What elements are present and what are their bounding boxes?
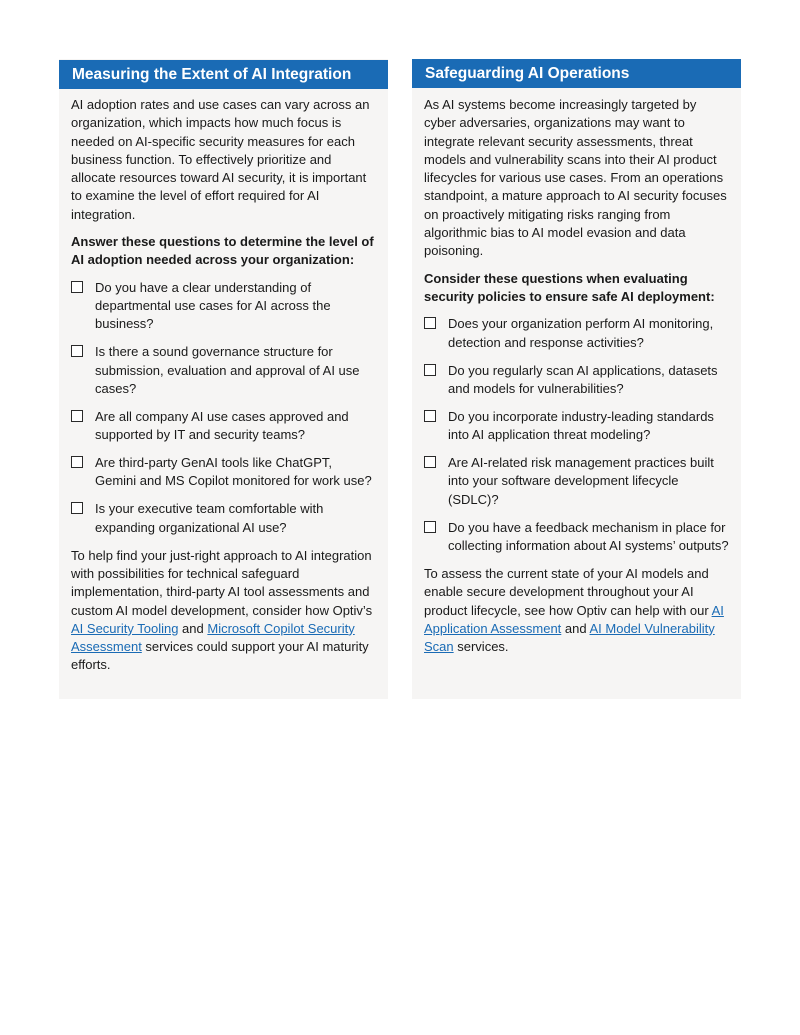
- checkbox-icon[interactable]: [71, 281, 83, 293]
- ai-security-tooling-link[interactable]: AI Security Tooling: [71, 620, 179, 636]
- checklist-item: [424, 315, 729, 352]
- checklist-item-text: Are third-party GenAI tools like ChatGPT, Gemini and MS Copilot monitored for work use?: [95, 455, 372, 489]
- checklist-item-text: Do you have a feedback mechanism in place for collecting information about AI systems’ outputs?: [448, 519, 729, 553]
- ai-operations-intro: As AI systems become increasingly targeted by cyber adversaries, organizations may want to integrate relevant security assessments, threat models and vulnerability scans into their AI product lifecycles for various use cases. From an operations standpoint, a mature approach to AI security focuses on proactively mitigating risks ranging from algorithmic bias to AI model evasion and data poisoning.: [424, 97, 727, 259]
- checklist-item-text: Does your organization perform AI monitoring, detection and response activities?: [448, 316, 714, 350]
- checkbox-icon[interactable]: [424, 317, 436, 329]
- ai-operations-outro: To assess the current state of your AI models and enable secure development throughout your AI product lifecycle, see how Optiv can help with our AI Application Assessment and AI Model Vulnerability Scan services.: [424, 565, 724, 655]
- checklist-item-text: Is there a sound governance structure for submission, evaluation and approval of AI use cases?: [95, 344, 360, 396]
- ai-integration-outro: To help find your just-right approach to AI integration with possibilities for technical safeguard implementation, third-party AI tool assessments and custom AI model development, consider how Optiv’s AI Security Tooling and Microsoft Copilot Security Assessment services could support your AI maturity efforts.: [71, 547, 373, 673]
- checklist-item: [71, 279, 376, 334]
- ai-integration-checklist: [71, 279, 376, 537]
- checklist-item: [424, 362, 729, 399]
- checkbox-icon[interactable]: [71, 410, 83, 422]
- copilot-security-assessment-link[interactable]: Microsoft Copilot Security Assessment: [71, 620, 355, 655]
- checklist-item-text: Are AI-related risk management practices built into your software development lifecycle (SDLC)?: [448, 455, 714, 507]
- checklist-item: [71, 408, 376, 445]
- checkbox-icon[interactable]: [71, 345, 83, 357]
- ai-integration-prompt: Answer these questions to determine the level of AI adoption needed across your organization:: [71, 234, 374, 268]
- ai-operations-heading: Safeguarding AI Operations: [412, 59, 741, 88]
- checkbox-icon[interactable]: [424, 521, 436, 533]
- checkbox-icon[interactable]: [424, 364, 436, 376]
- checkbox-icon[interactable]: [71, 502, 83, 514]
- ai-model-vulnerability-scan-link[interactable]: AI Model Vulnerability Scan: [424, 620, 715, 655]
- checklist-item-text: Is your executive team comfortable with expanding organizational AI use?: [95, 501, 324, 535]
- ai-operations-prompt: Consider these questions when evaluating security policies to ensure safe AI deployment:: [424, 270, 715, 304]
- ai-operations-checklist: [424, 315, 729, 555]
- ai-integration-card: [59, 59, 388, 699]
- checklist-item: [424, 454, 729, 509]
- checklist-item-text: Do you incorporate industry-leading standards into AI application threat modeling?: [448, 408, 714, 443]
- ai-integration-intro: AI adoption rates and use cases can vary across an organization, which impacts how much focus is needed on AI-specific security measures for each business function. To effectively prioritize and allocate resources toward AI security, it is important to examine the level of effort required for AI integration.: [71, 97, 370, 222]
- checklist-item-text: Do you have a clear understanding of departmental use cases for AI across the business?: [95, 279, 331, 332]
- checkbox-icon[interactable]: [424, 410, 436, 422]
- checklist-item: [424, 519, 729, 556]
- checklist-item: [424, 408, 729, 445]
- checklist-item-text: Do you regularly scan AI applications, datasets and models for vulnerabilities?: [448, 362, 718, 396]
- checklist-item: [71, 343, 376, 398]
- ai-application-assessment-link[interactable]: AI Application Assessment: [424, 602, 724, 636]
- checklist-item: [71, 454, 376, 491]
- ai-integration-heading: Measuring the Extent of AI Integration: [59, 60, 388, 89]
- checkbox-icon[interactable]: [71, 456, 83, 468]
- checklist-item: [71, 500, 376, 537]
- checklist-item-text: Are all company AI use cases approved and supported by IT and security teams?: [95, 408, 349, 443]
- ai-integration-body: [59, 89, 388, 675]
- ai-operations-body: [412, 88, 741, 656]
- checkbox-icon[interactable]: [424, 456, 436, 468]
- ai-operations-card: [412, 59, 741, 699]
